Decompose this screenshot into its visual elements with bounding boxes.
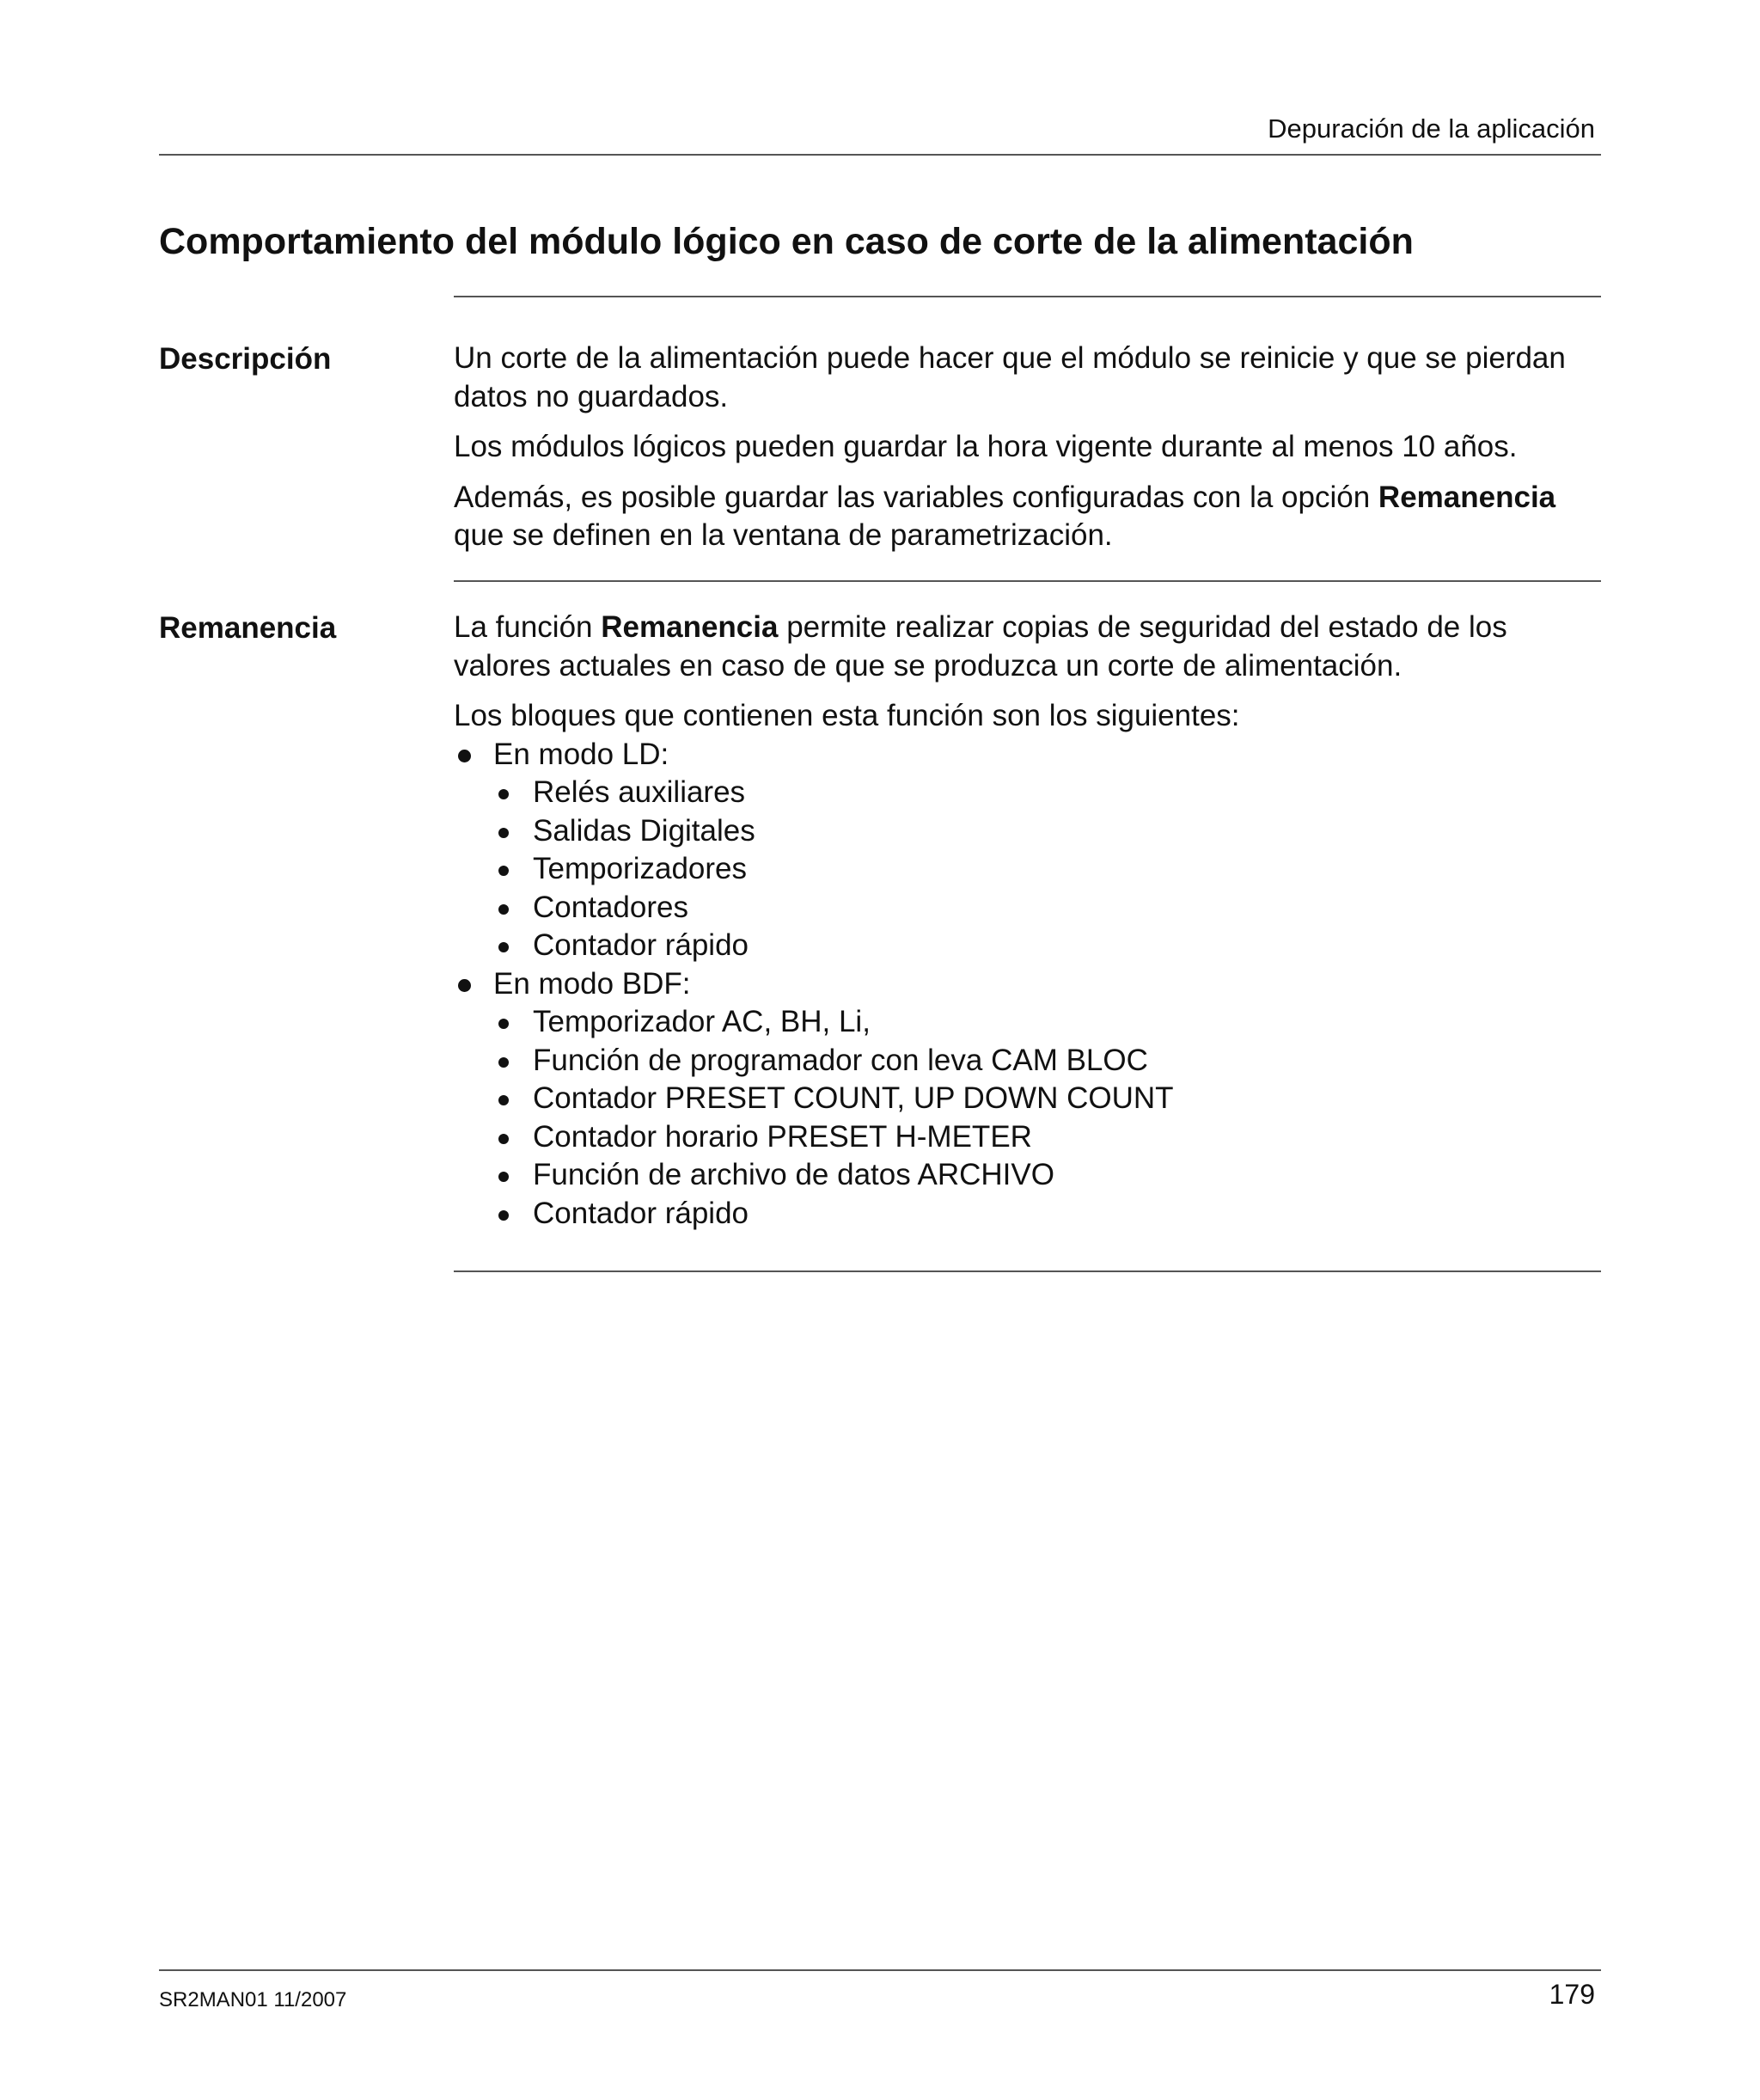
bullet-icon — [498, 866, 509, 876]
paragraph — [454, 479, 1601, 555]
page-number: 179 — [1549, 1979, 1595, 2010]
bullet-icon — [498, 1134, 509, 1144]
list-item-ld-mode — [454, 736, 1601, 965]
ld-sublist — [493, 774, 1601, 965]
list-item — [454, 927, 1601, 965]
list-item-label: Salidas Digitales — [533, 813, 755, 848]
footer-rule — [159, 1969, 1601, 1971]
paragraph: Los bloques que contienen esta función son los siguientes: — [454, 699, 1240, 732]
list-item-label: Contadores — [533, 890, 688, 924]
list-item-label: Temporizador AC, BH, Li, — [533, 1005, 871, 1038]
list-item — [454, 1156, 1601, 1195]
list-item-label: En modo LD: — [493, 737, 669, 771]
bold-term: Remanencia — [1378, 480, 1556, 514]
bdf-sublist — [493, 1003, 1601, 1233]
section-end-rule — [454, 1270, 1601, 1272]
bullet-icon — [498, 1057, 509, 1068]
text-run: La función — [454, 610, 602, 644]
list-item — [454, 1080, 1601, 1118]
list-item — [454, 812, 1601, 851]
list-item — [454, 774, 1601, 812]
footer-doc-ref: SR2MAN01 11/2007 — [159, 1988, 347, 2011]
list-item — [454, 1118, 1601, 1157]
list-item — [454, 1003, 1601, 1042]
list-item-label: Contador rápido — [533, 1196, 749, 1230]
bullet-icon — [498, 789, 509, 799]
list-item — [454, 1195, 1601, 1234]
bullet-icon — [458, 979, 471, 992]
section-body-descripcion — [454, 340, 1601, 567]
bullet-icon — [498, 1172, 509, 1182]
text-run: que se definen en la ventana de parametrización. — [454, 518, 1113, 552]
page-title: Comportamiento del módulo lógico en caso de corte de la alimentación — [159, 221, 1414, 262]
header-rule — [159, 154, 1601, 156]
section-rule — [454, 580, 1601, 582]
list-item-label: Temporizadores — [533, 852, 747, 885]
bullet-icon — [498, 942, 509, 952]
title-rule — [454, 296, 1601, 297]
list-item-label: Contador rápido — [533, 928, 749, 962]
bullet-icon — [498, 904, 509, 915]
paragraph: Los módulos lógicos pueden guardar la hora vigente durante al menos 10 años. — [454, 430, 1518, 463]
list-item-label: En modo BDF: — [493, 966, 691, 1001]
list-item-label: Función de archivo de datos ARCHIVO — [533, 1158, 1054, 1191]
list-item — [454, 850, 1601, 889]
list-item-label: Contador horario PRESET H-METER — [533, 1119, 1032, 1154]
list-item — [454, 889, 1601, 928]
block-list — [454, 736, 1601, 1234]
section-label-remanencia: Remanencia — [159, 611, 337, 645]
paragraph: Un corte de la alimentación puede hacer que el módulo se reinicie y que se pierdan datos no guardados. — [454, 341, 1566, 413]
section-label-descripcion: Descripción — [159, 342, 332, 376]
list-item-label: Función de programador con leva CAM BLOC — [533, 1043, 1148, 1077]
list-item-bdf-mode — [454, 965, 1601, 1234]
running-header: Depuración de la aplicación — [1268, 113, 1595, 144]
list-item — [454, 1042, 1601, 1081]
text-run: Además, es posible guardar las variables configuradas con la opción — [454, 480, 1378, 514]
list-item-label: Relés auxiliares — [533, 775, 746, 809]
section-body-remanencia — [454, 609, 1601, 1233]
bullet-icon — [498, 1210, 509, 1221]
bold-term: Remanencia — [601, 610, 779, 644]
list-item-label: Contador PRESET COUNT, UP DOWN COUNT — [533, 1081, 1174, 1115]
paragraph — [454, 609, 1601, 685]
text-run: permite realizar copias de seguridad del estado de los valores actuales en caso de que se produzca un corte de alimentación. — [454, 610, 1507, 683]
bullet-icon — [498, 1019, 509, 1029]
bullet-icon — [498, 828, 509, 838]
bullet-icon — [498, 1095, 509, 1105]
bullet-icon — [458, 750, 471, 762]
